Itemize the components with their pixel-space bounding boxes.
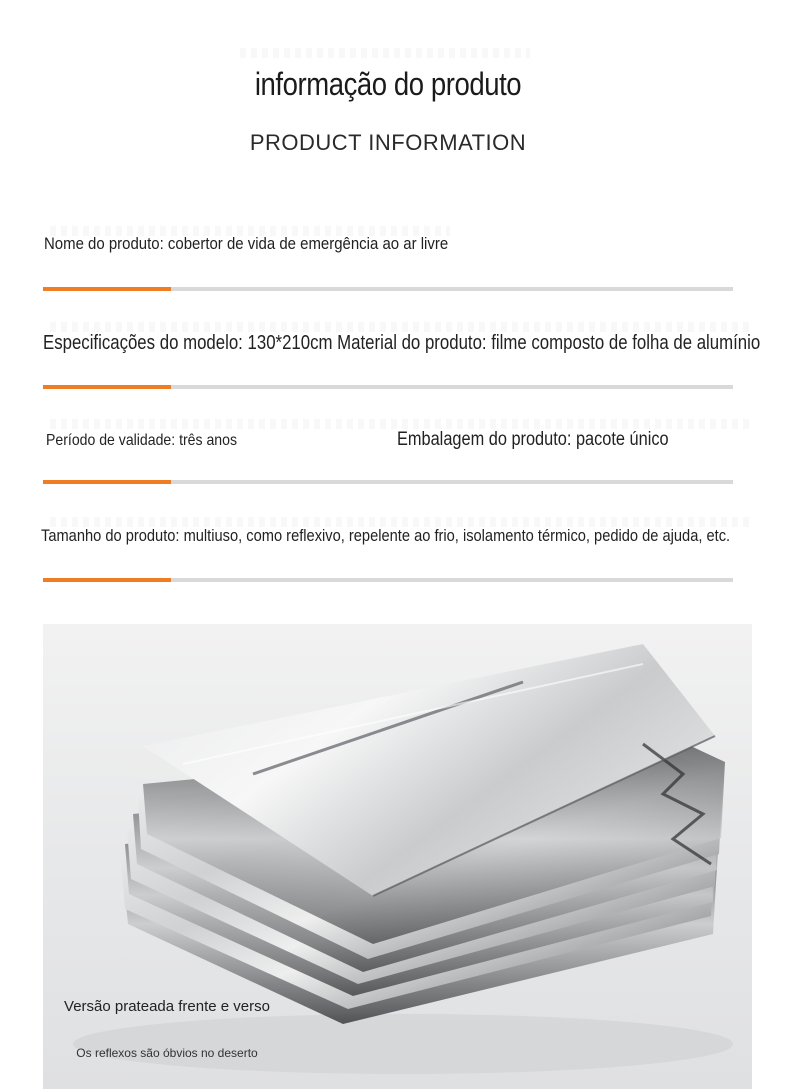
divider-accent: [43, 287, 171, 291]
spec-model-material: Especificações do modelo: 130*210cm Material do produto: filme composto de folha de alumínio: [43, 332, 761, 354]
divider: [43, 287, 733, 291]
spec-packaging: Embalagem do produto: pacote único: [397, 429, 669, 450]
divider: [43, 385, 733, 389]
divider-accent: [43, 480, 171, 484]
divider-accent: [43, 578, 171, 582]
product-photo: [43, 624, 752, 1089]
divider-accent: [43, 385, 171, 389]
watermark: [50, 419, 750, 429]
spec-validity: Período de validade: três anos: [46, 432, 237, 449]
photo-subcaption: Os reflexos são óbvios no deserto: [76, 1046, 258, 1060]
page-subtitle: PRODUCT INFORMATION: [249, 130, 527, 155]
blanket-stack-illustration: [43, 624, 752, 1089]
watermark: [50, 322, 750, 332]
page-title: informação do produto: [254, 66, 522, 102]
spec-size-use: Tamanho do produto: multiuso, como reflexivo, repelente ao frio, isolamento térmico, pedido de ajuda, etc.: [41, 526, 731, 545]
photo-caption: Versão prateada frente e verso: [64, 998, 270, 1015]
divider: [43, 480, 733, 484]
spec-product-name: Nome do produto: cobertor de vida de emergência ao ar livre: [44, 234, 449, 253]
watermark: [240, 48, 530, 58]
divider: [43, 578, 733, 582]
